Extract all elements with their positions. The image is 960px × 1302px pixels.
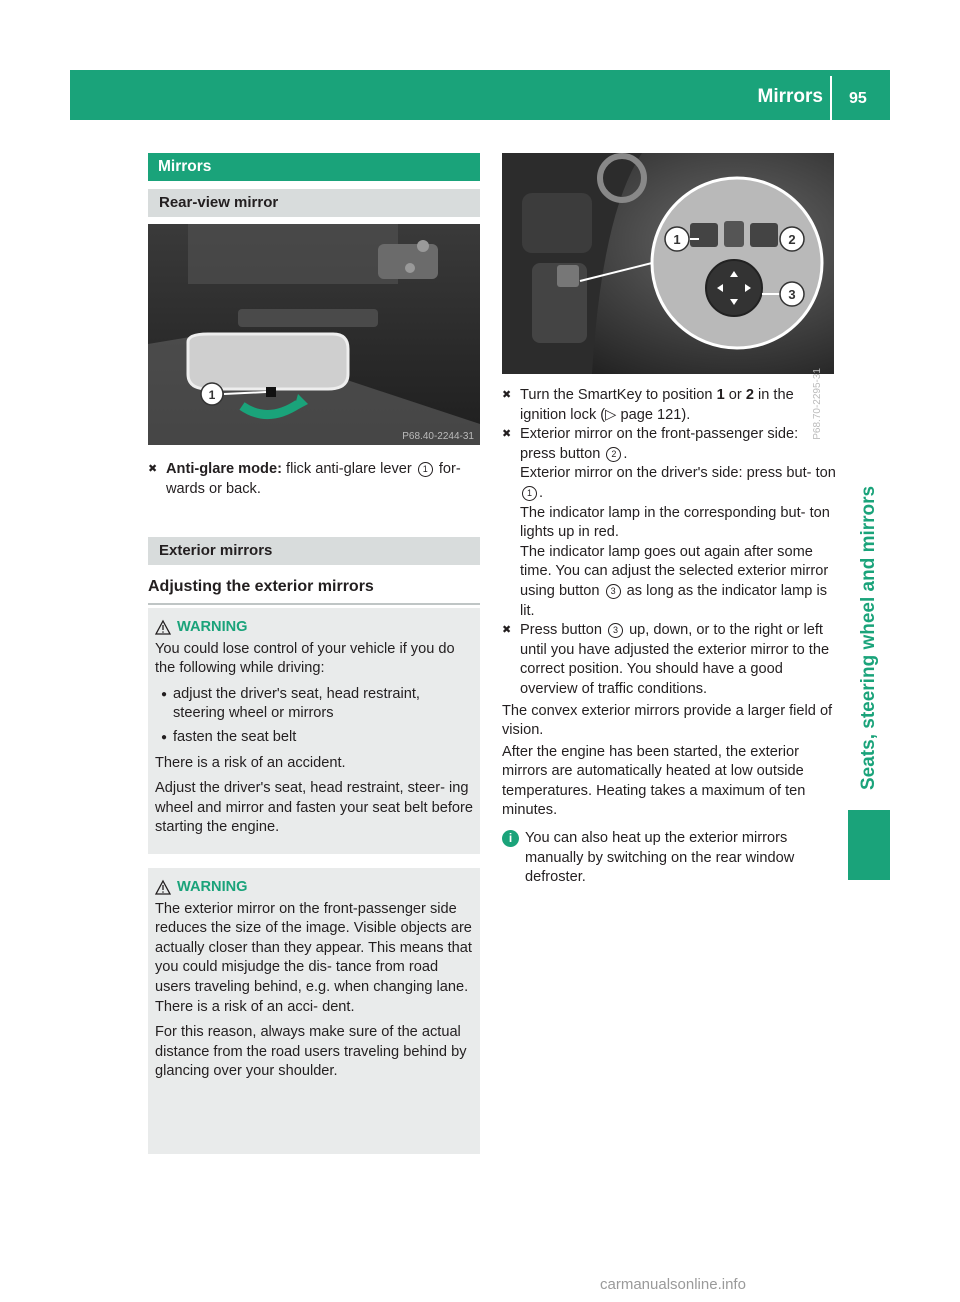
warning-triangle-icon [155,620,171,635]
image2-marker: 2 [788,232,796,247]
step-arrow-icon: ✖ [502,428,512,441]
bullet-icon: ● [161,688,168,700]
marker-1: 1 [418,462,433,477]
warning2-para2: For this reason, always make sure of the actual distance from the road users traveling behind by glancing over your shoulder. [155,1024,467,1080]
info-note: i You can also heat up the exterior mirrors manually by switching on the rear window defroster. [502,829,836,888]
chapter-side-label: Seats, steering wheel and mirrors [858,485,879,791]
header-title: Mirrors [757,86,823,107]
warning1-action: Adjust the driver's seat, head restraint, steer- ing wheel and mirror and fasten your seat belt before starting the engine. [155,780,473,836]
step-press-button: ✖ Press button 3 up, down, or to the right or left until you have adjusted the exterior mirror to the correct position. You should have a good overview of traffic conditions. [502,622,830,697]
header-separator [830,76,832,120]
image2-code: P68.70-2295-31 [812,368,823,440]
warning-box-2 [148,868,480,1154]
step-exterior-mirror: ✖ Exterior mirror on the front-passenger side: press button 2 . Exterior mirror on the driver's side: press but- ton 1 . The indicator lamp in the corresponding but- ton lights up in red. The indicator lamp goes out again after some time. You can adjust the selected exterior mirror using button 3 as long as the indicator lamp is lit. [502,426,836,619]
svg-text:1: 1 [208,388,216,402]
para-heating: After the engine has been started, the exterior mirrors are automatically heated at low outside temperatures. Heating takes a maximum of ten minutes. [502,743,806,819]
marker-3: 3 [608,623,623,638]
image1-code: P68.40-2244-31 [402,431,474,442]
marker-1: 1 [522,486,537,501]
warning2-para1: The exterior mirror on the front-passenger side reduces the size of the image. Visible objects are actually closer than they appear. This means that you could misjudge the dis- tance from road users traveling behind, e.g. when changing lane. There is a risk of an acci- dent. [155,900,472,1015]
subheading-exterior-mirrors: Exterior mirrors [148,537,480,565]
warning1-risk: There is a risk of an accident. [155,754,346,771]
info-icon: i [502,830,519,847]
step-arrow-icon: ✖ [148,463,158,475]
image2-marker: 1 [673,232,681,247]
subheading-rear-view-mirror: Rear-view mirror [148,189,480,217]
page-ref[interactable]: page 121). [620,406,691,423]
chapter-tab [848,810,890,880]
para-convex: The convex exterior mirrors provide a larger field of vision. [502,702,833,739]
subtitle-adjusting-exterior-mirrors: Adjusting the exterior mirrors [148,577,480,605]
anti-glare-step: ✖ Anti-glare mode: flick anti-glare lever 1 for- wards or back. [148,461,461,497]
warning-box-1 [148,608,480,854]
warning-heading: WARNING [177,619,248,635]
step-smartkey: ✖ Turn the SmartKey to position 1 or 2 in the ignition lock (▷ page 121). [502,387,794,423]
step-arrow-icon: ✖ [502,624,512,637]
marker-2: 2 [606,447,621,462]
warning1-bullet: ● adjust the driver's seat, head restraint, steering wheel or mirrors [155,685,473,724]
warning1-intro: You could lose control of your vehicle if you do the following while driving: [155,640,455,677]
image2-marker: 3 [788,287,796,302]
section-title-mirrors: Mirrors [148,153,480,181]
footer-watermark: carmanualsonline.info [600,1276,746,1293]
bullet-icon: ● [161,731,168,743]
warning-heading: WARNING [177,879,248,895]
warning1-bullet: ● fasten the seat belt [155,728,473,748]
warning-triangle-icon [155,880,171,895]
rear-view-mirror-image [148,224,480,445]
step-arrow-icon: ✖ [502,389,512,401]
right-column-text [502,386,836,888]
rear-view-mirror-illustration [148,224,480,445]
page-number: 95 [849,90,867,107]
page-ref-arrow-icon: ▷ [605,406,617,423]
marker-3: 3 [606,584,621,599]
